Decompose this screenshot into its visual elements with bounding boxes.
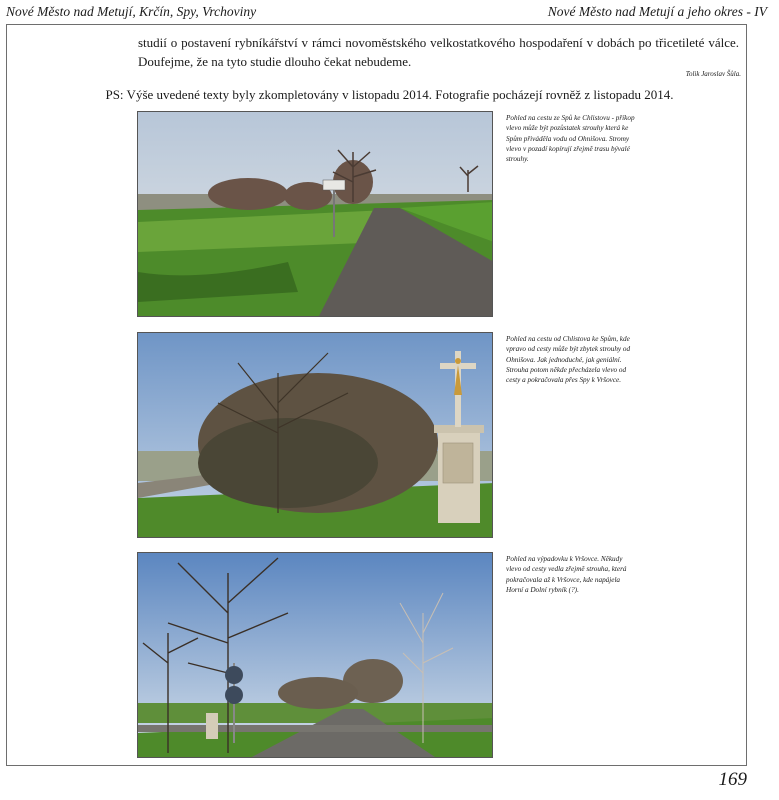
running-header-left: Nové Město nad Metují, Krčín, Spy, Vrchoviny	[6, 4, 257, 19]
photo-road-ditch	[137, 111, 493, 317]
photo-caption-1: Pohled na cestu ze Spů ke Chlistovu - příkop vlevo může být pozůstatek strouhy která ke Spům přiváděla vodu od Ohnišova. Stromy vlevo v pozadí kopírují zřejmě trasu bývalé strouhy.	[506, 114, 635, 164]
photo-wayside-cross	[137, 332, 493, 538]
running-header-right: Nové Město nad Metují a jeho okres - IV	[547, 4, 767, 19]
photo-road-vrsovka	[137, 552, 493, 758]
photo-caption-2: Pohled na cestu od Chlistova ke Spům, kde vpravo od cesty může být zbytek strouhy od Ohnišova. Jak jednoduché, jak geniální. Strouha potom někde přecházela vlevo od cesty a pokračovala přes Spy k Vršovce.	[506, 335, 631, 385]
postscript-note: PS: Výše uvedené texty byly zkompletovány v listopadu 2014. Fotografie pocházejí rovněž z listopadu 2014.	[105, 87, 674, 102]
body-paragraph: studií o postavení rybníkářství v rámci novoměstského velkostatkového hospodaření v dobách po třicetileté válce. Doufejme, že na tyto studie dlouho čekat nebudeme.	[138, 35, 739, 69]
author-signature: Tolik Jaroslav Šůla.	[685, 70, 741, 78]
photo-caption-3: Pohled na výpadovku k Vršovce. Někudy vlevo od cesty vedla zřejmě strouha, která pokračovala až k Vršovce, kde napájela Horní a Dolní rybník (?).	[506, 555, 627, 594]
page-number: 169	[718, 769, 747, 790]
